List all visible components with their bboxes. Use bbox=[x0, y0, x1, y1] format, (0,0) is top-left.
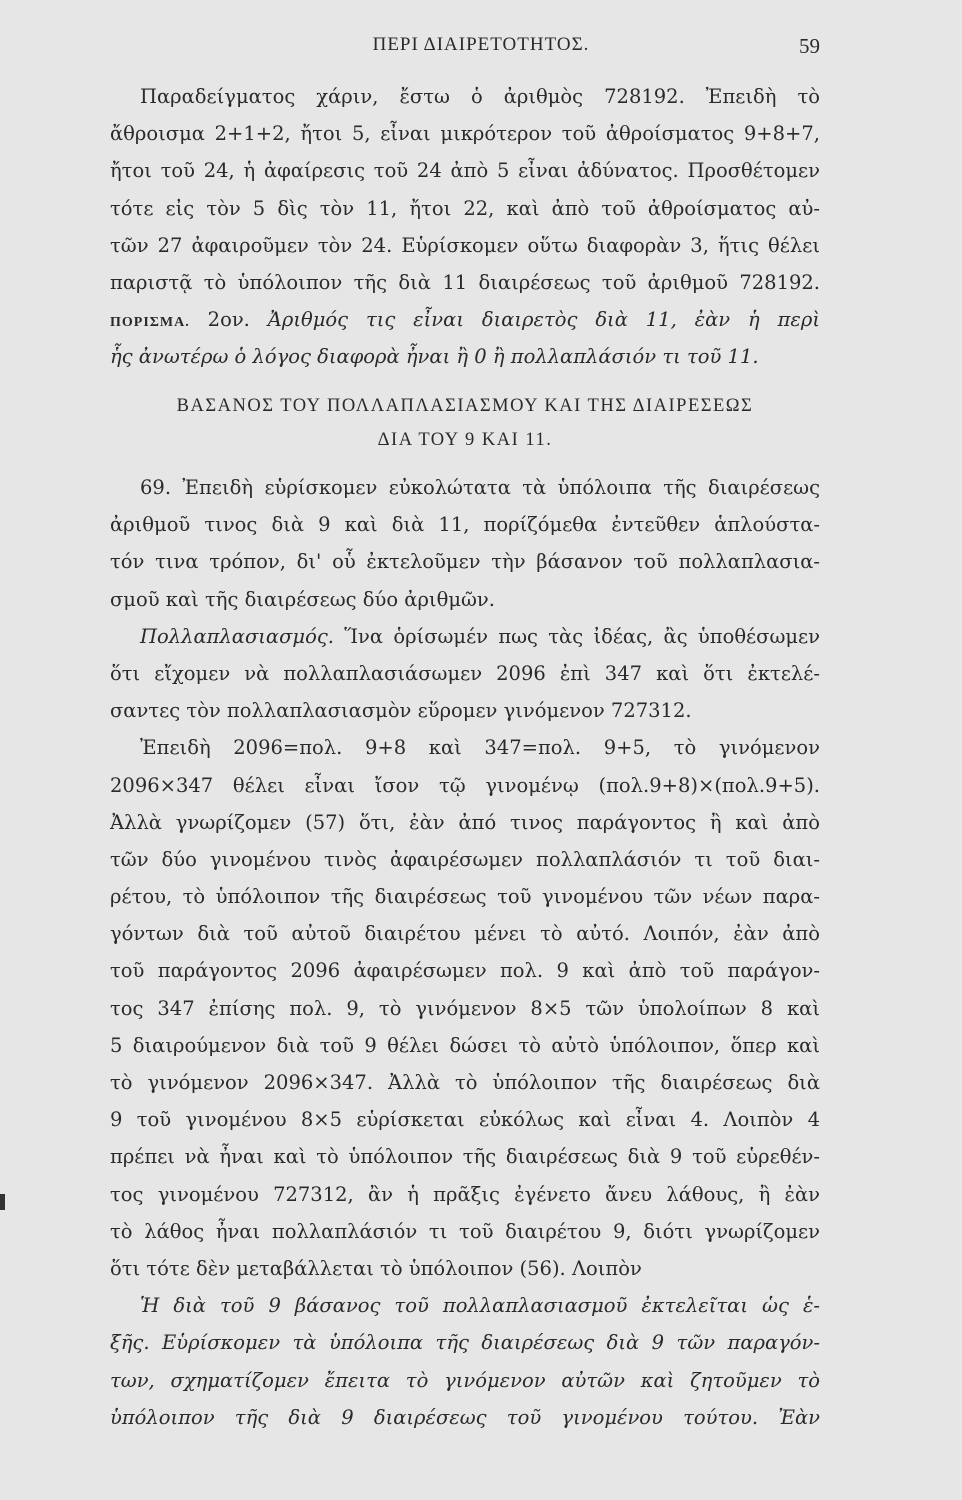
text-line: Ἡ διὰ τοῦ 9 βάσανος τοῦ πολλαπλασιασμοῦ ἐκτελεῖται ὡς ἑ- bbox=[140, 1294, 820, 1318]
paragraph-multiplication bbox=[110, 618, 820, 730]
text-line: Ἐπειδὴ 2096=πολ. 9+8 καὶ 347=πολ. 9+5, τὸ γινόμενον bbox=[140, 736, 820, 760]
binding-mark bbox=[0, 1194, 5, 1210]
body-text-top bbox=[110, 78, 820, 376]
text-line bbox=[110, 301, 820, 338]
text-line: πρέπει νὰ ἦναι καὶ τὸ ὑπόλοιπον τῆς διαιρέσεως διὰ 9 τοῦ εὑρεθέν- bbox=[110, 1145, 820, 1169]
text-line: 9 τοῦ γινομένου 8×5 εὑρίσκεται εὐκόλως καὶ εἶναι 4. Λοιπὸν 4 bbox=[110, 1108, 820, 1132]
paragraph-example bbox=[110, 78, 820, 301]
text-line: τοῦ παράγοντος 2096 ἀφαιρέσωμεν πολ. 9 καὶ ἀπὸ τοῦ παράγον- bbox=[110, 959, 820, 983]
text-line: Παραδείγματος χάριν, ἔστω ὁ ἀριθμὸς 728192. Ἐπειδὴ τὸ bbox=[140, 85, 820, 108]
paragraph-69 bbox=[110, 469, 820, 618]
text-line: τος γινομένου 727312, ἂν ἡ πρᾶξις ἐγένετο ἄνευ λάθους, ἢ ἐὰν bbox=[110, 1182, 820, 1206]
text-line: ἀριθμοῦ τινος διὰ 9 καὶ διὰ 11, πορίζόμεθα ἐντεῦθεν ἁπλούστα- bbox=[110, 513, 820, 537]
paragraph-proof bbox=[110, 729, 820, 1287]
corollary-statement: Ἀριθμός τις εἶναι διαιρετὸς διὰ 11, ἐὰν ἡ περὶ bbox=[267, 308, 820, 332]
text-line: Πολλαπλασιασμός. Ἵνα ὁρίσωμέν πως τὰς ἰδέας, ἂς ὑποθέσωμεν bbox=[140, 624, 820, 648]
text-line: τόν τινα τρόπον, δι' οὗ ἐκτελοῦμεν τὴν βάσανον τοῦ πολλαπλασια- bbox=[110, 550, 820, 574]
text-line: ὅτι εἴχομεν νὰ πολλαπλασιάσωμεν 2096 ἐπὶ 347 καὶ ὅτι ἐκτελέ- bbox=[110, 661, 820, 685]
rule-paragraph bbox=[110, 1287, 820, 1436]
page-number: 59 bbox=[799, 34, 820, 58]
text-line: 5 διαιρούμενον διὰ τοῦ 9 θέλει δώσει τὸ αὐτὸ ὑπόλοιπον, ὅπερ καὶ bbox=[110, 1033, 820, 1057]
text-line: τὸ λάθος ἦναι πολλαπλάσιόν τι τοῦ διαιρέτου 9, διότι γνωρίζομεν bbox=[110, 1219, 820, 1243]
corollary-label: ΠΟΡΙΣΜΑ. bbox=[110, 315, 190, 331]
text-line: παριστᾷ τὸ ὑπόλοιπον τῆς διὰ 11 διαιρέσεως τοῦ ἀριθμοῦ 728192. bbox=[110, 270, 820, 294]
running-head: ΠΕΡΙ ΔΙΑΙΡΕΤΟΤΗΤΟΣ. bbox=[372, 34, 590, 55]
text-line: ἤτοι τοῦ 24, ἡ ἀφαίρεσις τοῦ 24 ἀπὸ 5 εἶναι ἀδύνατος. Προσθέτομεν bbox=[110, 159, 820, 183]
text-line: 2096×347 θέλει εἶναι ἴσον τῷ γινομένῳ (πολ.9+8)×(πολ.9+5). bbox=[110, 773, 820, 797]
text-line: τος 347 ἐπίσης πολ. 9, τὸ γινόμενον 8×5 τῶν ὑπολοίπων 8 καὶ bbox=[110, 996, 820, 1020]
text-line: τῶν 27 ἀφαιροῦμεν τὸν 24. Εὑρίσκομεν οὕτω διαφορὰν 3, ἥτις θέλει bbox=[110, 233, 820, 257]
corollary-number: 2ον. bbox=[207, 308, 250, 332]
text-line: 69. Ἐπειδὴ εὑρίσκομεν εὐκολώτατα τὰ ὑπόλοιπα τῆς διαιρέσεως bbox=[140, 476, 820, 499]
text-line: τότε εἰς τὸν 5 δὶς τὸν 11, ἤτοι 22, καὶ ἀπὸ τοῦ ἀθροίσματος αὐ- bbox=[110, 196, 820, 220]
body-text-main bbox=[110, 469, 820, 1436]
text-line: τὸ γινόμενον 2096×347. Ἀλλὰ τὸ ὑπόλοιπον τῆς διαιρέσεως διὰ bbox=[110, 1071, 820, 1094]
text-line: σμοῦ καὶ τῆς διαιρέσεως δύο ἀριθμῶν. bbox=[110, 587, 495, 611]
section-heading-line1: ΒΑΣΑΝΟΣ ΤΟΥ ΠΟΛΛΑΠΛΑΣΙΑΣΜΟΥ ΚΑΙ ΤΗΣ ΔΙΑΙΡΕΣΕΩΣ bbox=[176, 396, 754, 416]
text-line: ἄθροισμα 2+1+2, ἤτοι 5, εἶναι μικρότερον τοῦ ἀθροίσματος 9+8+7, bbox=[110, 122, 820, 146]
text-line: ρέτου, τὸ ὑπόλοιπον τῆς διαιρέσεως τοῦ γινομένου τῶν νέων παρα- bbox=[110, 885, 820, 909]
text-line: των, σχηματίζομεν ἔπειτα τὸ γινόμενον αὐτῶν καὶ ζητοῦμεν τὸ bbox=[110, 1368, 820, 1392]
page-header bbox=[0, 34, 962, 58]
text-line: τῶν δύο γινομένου τινὸς ἀφαιρέσωμεν πολλαπλάσιόν τι τοῦ διαι- bbox=[110, 847, 820, 871]
text-line: γόντων διὰ τοῦ αὐτοῦ διαιρέτου μένει τὸ αὐτό. Λοιπόν, ἐὰν ἀπὸ bbox=[110, 922, 820, 946]
text-line: ἧς ἀνωτέρω ὁ λόγος διαφορὰ ἦναι ἢ 0 ἢ πολλαπλάσιόν τι τοῦ 11. bbox=[110, 345, 759, 369]
corollary bbox=[110, 301, 820, 375]
multiplication-heading: Πολλαπλασιασμός. bbox=[140, 624, 334, 648]
text-line: ὑπόλοιπον τῆς διὰ 9 διαιρέσεως τοῦ γινομένου τούτου. Ἐὰν bbox=[110, 1405, 820, 1429]
text-line: Ἀλλὰ γνωρίζομεν (57) ὅτι, ἐὰν ἀπό τινος παράγοντος ἢ καὶ ἀπὸ bbox=[110, 810, 820, 834]
text-line: ξῆς. Εὑρίσκομεν τὰ ὑπόλοιπα τῆς διαιρέσεως διὰ 9 τῶν παραγόν- bbox=[110, 1331, 820, 1355]
section-heading-line2: ΔΙΑ ΤΟΥ 9 ΚΑΙ 11. bbox=[377, 430, 553, 450]
text-line: σαντες τὸν πολλαπλασιασμὸν εὕρομεν γινόμενον 727312. bbox=[110, 699, 692, 723]
text-line: ὅτι τότε δὲν μεταβάλλεται τὸ ὑπόλοιπον (56). Λοιπὸν bbox=[110, 1256, 642, 1280]
